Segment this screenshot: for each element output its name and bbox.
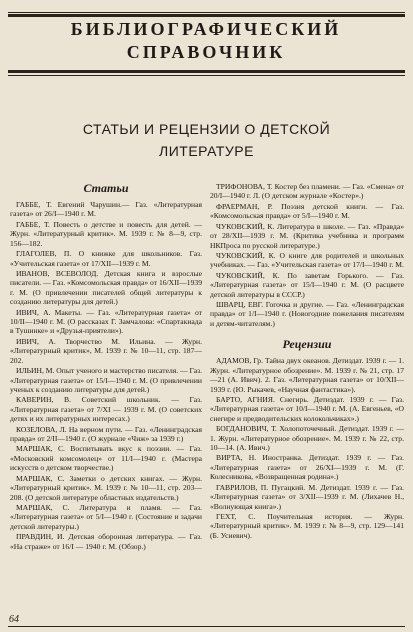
page-header	[14, 18, 398, 64]
section-title-line-2: ЛИТЕРАТУРЕ	[159, 143, 254, 159]
article-entry: ИВАНОВ, ВСЕВОЛОД. Детская книга и взрослые писатели. — Газ. «Комсомольская правда» от 16/XII—1939 г. М. (О привлечении писателей общей литературы к созданию литературы для детей.)	[10, 268, 202, 307]
review-entry: АДАМОВ, Гр. Тайна двух океанов. Детиздат. 1939 г. — 1. Журн. «Литературное обозрение». М. 1939 г. № 21, стр. 17—21 (А. Ивич). 2. Газ. «Литературная газета» от 10/XII—1939 г. (Ю. Рыкачев, «Научная фантастика»).	[210, 356, 404, 394]
header-bottom-thick-rule	[8, 70, 405, 73]
article-entry: ГАББЕ, Т. Повесть о детстве и повесть для детей. — Журн. «Литературный критик». М. 1939 г. № 8—9, стр. 156—182.	[10, 219, 202, 248]
article-entry: ГЛАГОЛЕВ, П. О книжке для школьников. Газ. «Учительская газета» от 17/XII—1939 г. М.	[10, 249, 202, 268]
header-bottom-thin-rule	[8, 75, 405, 76]
article-entry: ТРИФОНОВА, Т. Костер без пламени. — Газ. «Смена» от 20/I—1940 г. Л. (О детском журнале «Костер».)	[210, 182, 404, 201]
section-title	[30, 118, 383, 162]
article-entry: ЧУКОВСКИЙ, К. По заветам Горького. — Газ. «Литературная газета» от 15/I—1940 г. М. (О расцвете детской литературы в СССР.)	[210, 270, 404, 299]
header-line-2: СПРАВОЧНИК	[126, 42, 286, 62]
article-entry: ПРАВДИН, И. Детская оборонная литература. — Газ. «На страже» от 16/I — 1940 г. М. (Обзор.)	[10, 532, 202, 551]
article-entry: МАРШАК, С. Заметки о детских книгах. — Журн. «Литературный критик». М. 1939 г. № 10—11, стр. 203—208. (О детской литературе областных издательств.)	[10, 473, 202, 502]
article-entry: ИВИЧ, А. Творчество М. Ильина. — Журн. «Литературный критик», М. 1939 г. № 10—11, стр. 187—202.	[10, 336, 202, 365]
footer-rule	[8, 626, 405, 627]
page-number: 64	[9, 614, 19, 625]
right-column	[210, 182, 404, 541]
article-entry: ЧУКОВСКИЙ, К. О книге для родителей и школьных учебниках. — Газ. «Учительская газета» от 17/I—1940 г. М.	[210, 250, 404, 270]
top-thin-rule	[8, 12, 405, 13]
article-entry: ГАББЕ, Т. Евгений Чарушин.— Газ. «Литературная газета» от 26/I—1940 г. М.	[10, 200, 202, 219]
top-thick-rule	[8, 14, 405, 17]
article-entry: ИЛЬИН, М. Опыт ученого и мастерство писателя. — Газ. «Литературная газета» от 15/I—1940 г. М. (О привлечении ученых к созданию литературы для детей.)	[10, 366, 202, 394]
article-entry: ШВАРЦ, ЕВГ. Гогочка и другие. — Газ. «Ленинградская правда» от 1/I—1940 г. (Новогодние пожелания писателям и детям-читателям.)	[210, 299, 404, 328]
article-entry: МАРШАК, С. Литература и пламя. — Газ. «Литературная газета» от 5/I—1940 г. (Состояние и задачи детской литературы.)	[10, 502, 202, 531]
article-entry: ЧУКОВСКИЙ, К. Литература в школе. — Газ. «Правда» от 28/XII—1939 г. М. (Критика учебника и программ НКПроса по русской литературе.)	[210, 221, 404, 250]
section-title-line-1: СТАТЬИ И РЕЦЕНЗИИ О ДЕТСКОЙ	[82, 121, 331, 137]
review-entry: БАРТО, АГНИЯ. Снегирь. Детиздат. 1939 г. — Газ. «Литературная газета» от 10/I—1940 г. М. (А. Евгеньев, «О снегире и предводительских колокольчиках».)	[210, 394, 404, 423]
review-entry: ГАВРИЛОВ, П. Пугацкий. М. Детиздат. 1939 г. — Газ. «Литературная газета» от 3/XII—1939 г. М. (Лихачев Н., «Волнующая книга».)	[210, 482, 404, 511]
article-entry: ИВИЧ, А. Макеты. — Газ. «Литературная газета» от 10/II—1940 г. М. (О рассказах Г. Замчалова: «Спартакиада в Тушинке» и «Друзья-приятели»).	[10, 307, 202, 336]
article-entry: МАРШАК, С. Воспитывать вкус к поэзии. — Газ. «Московский комсомолец» от 11/I—1940 г. (Мастера искусств о детском творчестве.)	[10, 444, 202, 473]
article-entry: КОЗЕЛОВА, Л. На верном пути. — Газ. «Ленинградская правда» от 2/II—1940 г. (О журнале «Чиж» за 1939 г.)	[10, 424, 202, 443]
header-line-1: БИБЛИОГРАФИЧЕСКИЙ	[70, 19, 342, 39]
review-entry: ГЕХТ, С. Поучительная история. — Журн. «Литературный критик». М. 1939 г. № 8—9, стр. 129—141 (Б. Усиевич).	[210, 511, 404, 540]
review-entry: БОГДАНОВИЧ, Т. Холопоточечный. Детиздат. 1939 г. — 1. Журн. «Литературное обозрение». М. 1939 г. № 22, стр. 10—14. (А. Ивич.)	[210, 424, 404, 453]
review-entry: ВИРТА, Н. Иностранка. Детиздат. 1939 г. — Газ. «Литературная газета» от 26/XI—1939 г. М. (Г. Колесникова, «Возвращенная родина».)	[210, 453, 404, 482]
article-entry: ФРАЕРМАН, Р. Поэзия детской книги. — Газ. «Комсомольская правда» от 5/I—1940 г. М.	[210, 201, 404, 221]
column-heading-articles: Статьи	[83, 181, 129, 195]
left-column	[10, 180, 202, 552]
article-entry: КАВЕРИН, В. Советский школьник. — Газ. «Литературная газета» от 7/XI — 1939 г. М. (О советских детях и их литературных интересах.)	[10, 395, 202, 424]
column-heading-reviews: Рецензии	[282, 337, 332, 352]
